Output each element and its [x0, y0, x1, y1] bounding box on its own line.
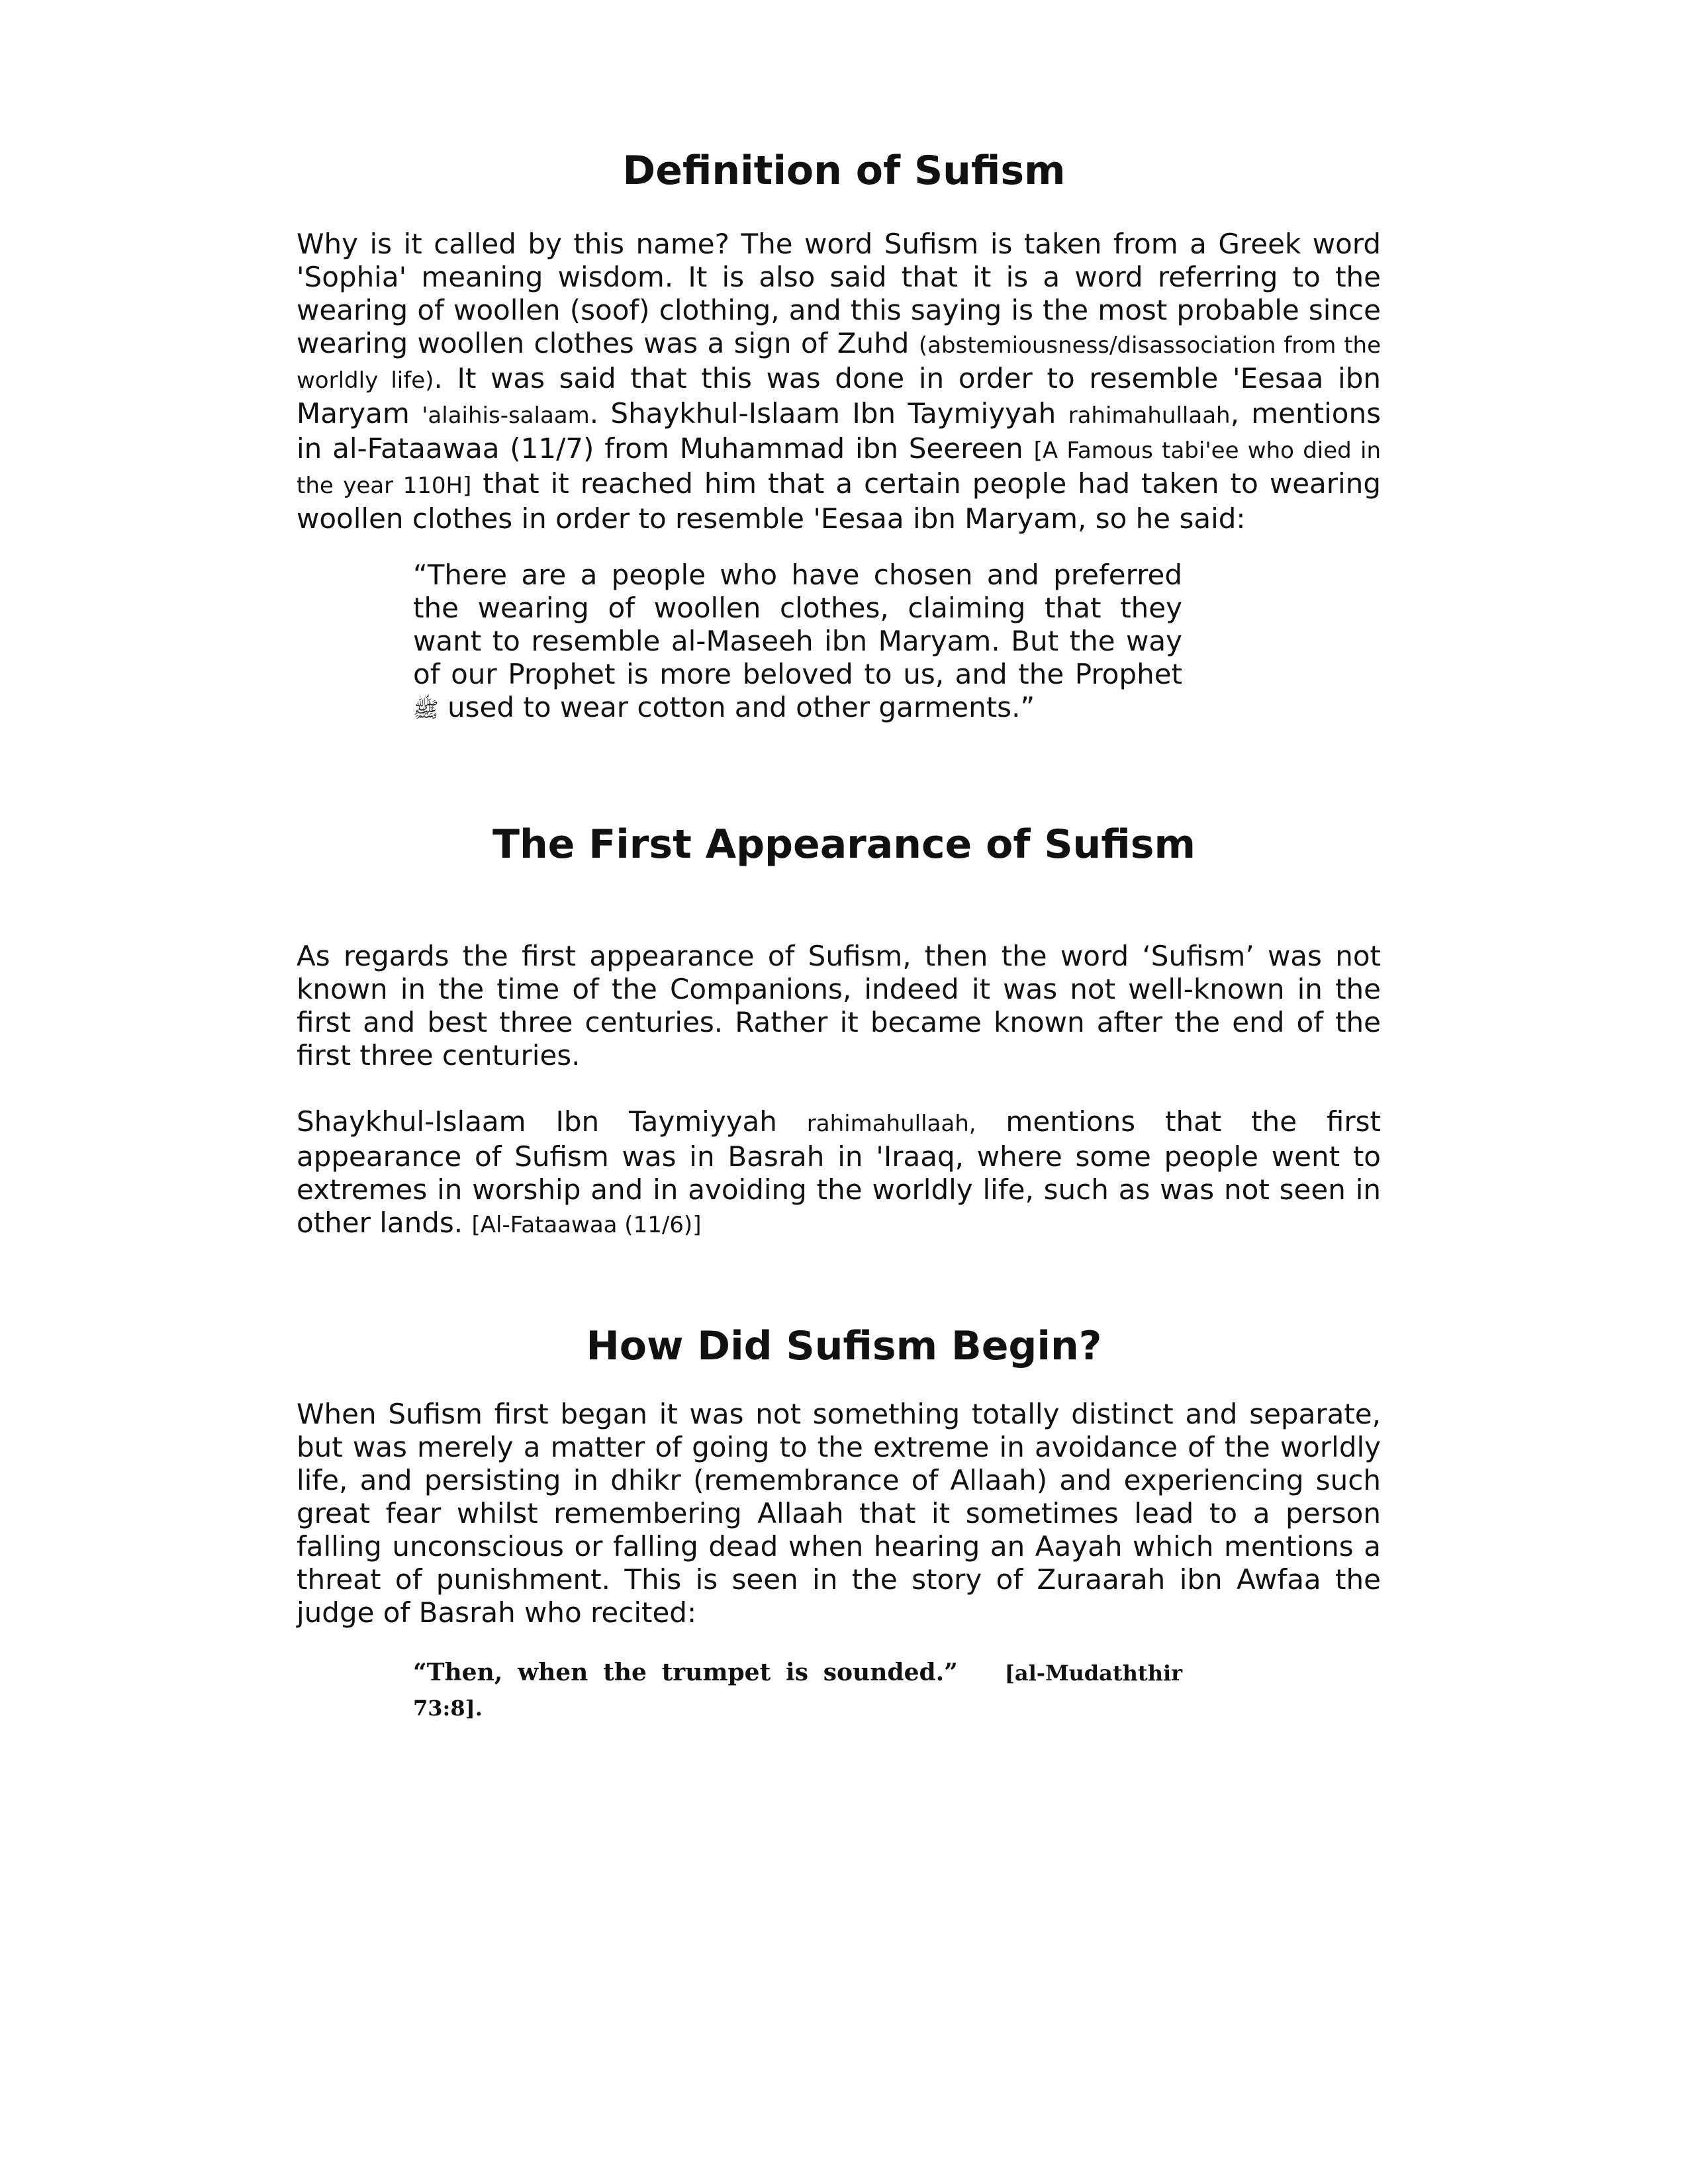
first-appearance-reference: [Al-Fataawaa (11/6)] [471, 1212, 702, 1238]
definition-text-e: . Shaykhul-Islaam Ibn Taymiyyah [589, 397, 1068, 430]
definition-note-seereen: [A Famous tabi'ee who died in the year 110H] [297, 437, 1382, 499]
definition-text-i: that it reached him that a certain people had taken to wearing woollen clothes in order to resemble 'Eesaa ibn Maryam, so he said: [297, 467, 1381, 535]
heading-first-appearance: The First Appearance of Sufism [492, 821, 1196, 868]
first-appearance-text-a: Shaykhul-Islaam Ibn Taymiyyah [297, 1105, 807, 1138]
seereen-quote-text-b: used to wear cotton and other garments.” [438, 691, 1035, 723]
first-appearance-honorific: rahimahullaah, [806, 1111, 976, 1137]
salawat-symbol: ﷺ [413, 697, 439, 722]
begin-paragraph: When Sufism first began it was not something totally distinct and separate, but was merely a matter of going to the extreme in avoidance of the worldly life, and persisting in dhikr (remembrance of Allaah) and experiencing such great fear whilst remembering Allaah that it sometimes lead to a person falling unconscious or falling dead when hearing an Aayah which mentions a threat of punishment. This is seen in the story of Zuraarah ibn Awfaa the judge of Basrah who recited: [297, 1398, 1381, 1629]
first-appearance-paragraph-2 [297, 1105, 1381, 1242]
verse-quote [413, 1655, 1182, 1725]
definition-text-a: Why is it called by this name? The word Sufism is taken from a Greek word 'Sophia' meaning wisdom. It is also said that it is a word referring to the wearing of woollen (soof) clothing, and this saying is the most probable since wearing woollen clothes was a sign of Zuhd [297, 228, 1381, 359]
definition-text-c: . It was said that this was done in order to resemble 'Eesaa ibn Maryam [297, 362, 1381, 430]
seereen-quote [413, 559, 1182, 726]
seereen-quote-text-a: “There are a people who have chosen and preferred the wearing of woollen clothes, claiming that they want to resemble al-Maseeh ibn Maryam. But the way of our Prophet is more beloved to us, and the Prophet [413, 559, 1182, 690]
definition-text-g: , mentions in al-Fataawaa (11/7) from Muhammad ibn Seereen [297, 397, 1381, 465]
definition-note-zuhd: (abstemiousness/disassociation from the worldly life) [297, 332, 1381, 394]
first-appearance-text-c: mentions that the first appearance of Sufism was in Basrah in 'Iraaq, where some people went to extremes in worship and in avoiding the worldly life, such as was not seen in other lands. [297, 1105, 1381, 1239]
first-appearance-paragraph-1: As regards the first appearance of Sufism, then the word ‘Sufism’ was not known in the time of the Companions, indeed it was not well-known in the first and best three centuries. Rather it became known after the end of the first three centuries. [297, 940, 1381, 1071]
definition-paragraph [297, 228, 1381, 535]
definition-honorific-alaihis-salaam: 'alaihis-salaam [422, 402, 590, 429]
verse-reference: [al-Mudaththir 73:8]. [413, 1661, 1182, 1721]
heading-how-did-sufism-begin: How Did Sufism Begin? [586, 1323, 1102, 1369]
heading-definition: Definition of Sufism [622, 148, 1066, 194]
verse-text: “Then, when the trumpet is sounded.” [413, 1659, 958, 1686]
definition-honorific-rahimahullaah: rahimahullaah [1068, 402, 1231, 429]
